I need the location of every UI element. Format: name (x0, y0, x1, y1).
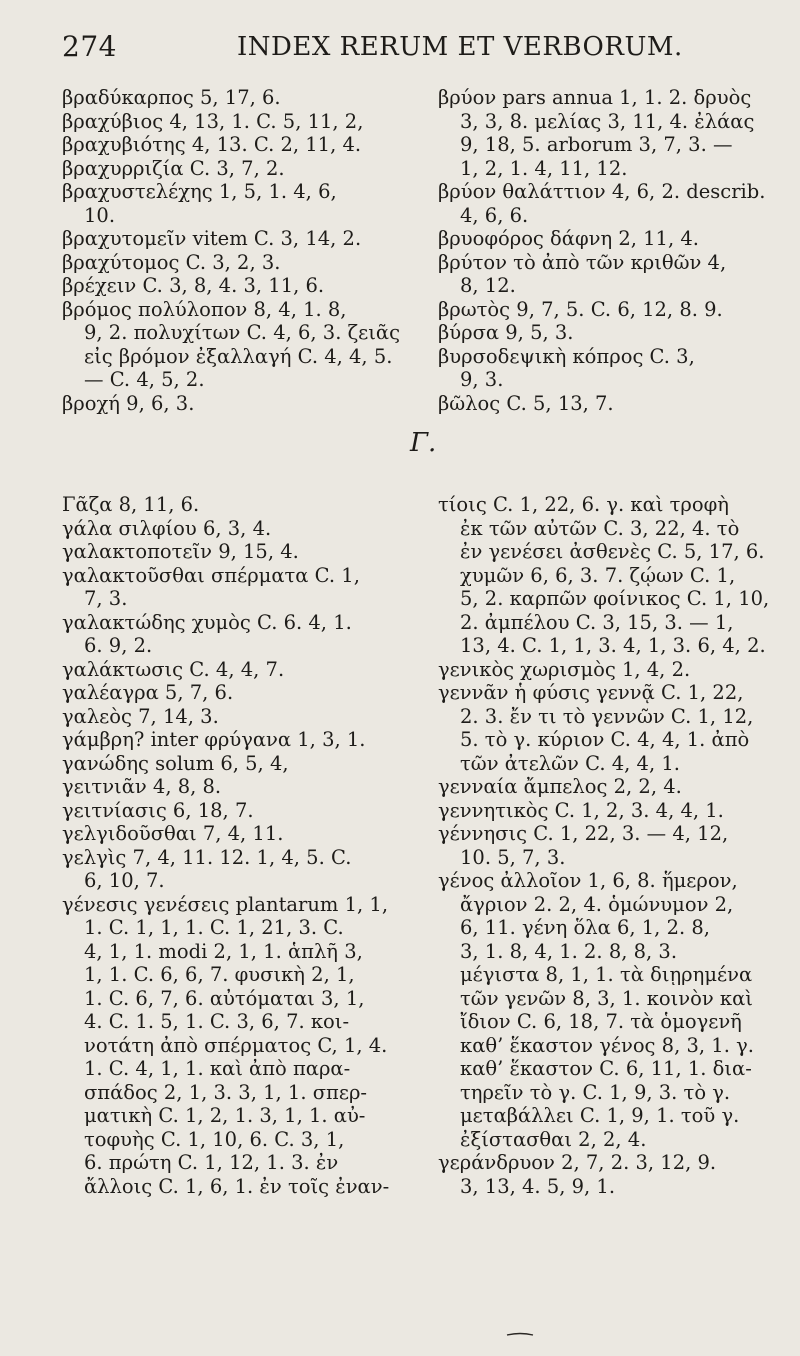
index-line: 13, 4. C. 1, 1, 3. 4, 1, 3. 6, 4, 2. (460, 634, 766, 657)
index-line: 6. 9, 2. (84, 634, 153, 657)
index-line: 3, 13, 4. 5, 9, 1. (460, 1174, 616, 1198)
index-line: τῶν γενῶν 8, 3, 1. κοινὸν καὶ (460, 986, 753, 1010)
index-line: 8, 12. (460, 274, 516, 297)
index-line: 1. C. 4, 1, 1. καὶ ἀπὸ παρα- (84, 1057, 351, 1080)
index-line: γαλεὸς 7, 14, 3. (62, 704, 219, 728)
index-line: γενικὸς χωρισμὸς 1, 4, 2. (438, 657, 691, 681)
index-line: γειτνίασις 6, 18, 7. (62, 798, 254, 822)
index-line: γεράνδρυον 2, 7, 2. 3, 12, 9. (438, 1151, 717, 1174)
index-line: ἐκ τῶν αὐτῶν C. 3, 22, 4. τὸ (460, 516, 740, 540)
index-line: γεννᾶν ἡ φύσις γεννᾷ C. 1, 22, (438, 681, 744, 704)
index-line: βύρσα 9, 5, 3. (438, 321, 574, 344)
index-line: βρόμος πολύλοπον 8, 4, 1. 8, (62, 297, 347, 321)
index-line: βῶλος C. 5, 13, 7. (438, 391, 614, 415)
index-line: 7, 3. (84, 587, 128, 610)
index-line: γεννητικὸς C. 1, 2, 3. 4, 4, 1. (438, 798, 724, 822)
index-column-beta-right (438, 86, 765, 415)
index-line: βραχυρριζία C. 3, 7, 2. (62, 156, 285, 180)
index-line: 1. C. 1, 1, 1. C. 1, 21, 3. C. (84, 916, 344, 939)
index-line: ἴδιον C. 6, 18, 7. τὰ ὁμογενῆ (460, 1010, 742, 1033)
index-line: γενναία ἄμπελος 2, 2, 4. (438, 775, 682, 798)
index-line: ἐξίστασθαι 2, 2, 4. (460, 1127, 647, 1151)
index-line: γειτνιᾶν 4, 8, 8. (62, 775, 222, 798)
index-line: βραχυστελέχης 1, 5, 1. 4, 6, (62, 180, 337, 203)
index-column-beta-left (62, 86, 400, 415)
index-line: βραχυβιότης 4, 13. C. 2, 11, 4. (62, 133, 362, 156)
index-line: γελγὶς 7, 4, 11. 12. 1, 4, 5. C. (62, 845, 352, 869)
index-line: νοτάτη ἀπὸ σπέρματος C, 1, 4. (84, 1033, 388, 1057)
index-line: χυμῶν 6, 6, 3. 7. ζῴων C. 1, (460, 563, 736, 587)
index-line: βρύον θαλάττιον 4, 6, 2. describ. (438, 180, 766, 203)
index-line: γαλέαγρα 5, 7, 6. (62, 681, 234, 704)
index-line: τοφυὴς C. 1, 10, 6. C. 3, 1, (84, 1127, 345, 1151)
index-line: γάλα σιλφίου 6, 3, 4. (62, 516, 272, 540)
index-line: μέγιστα 8, 1, 1. τὰ διῃρημένα (460, 963, 753, 986)
index-line: 3, 1. 8, 4, 1. 2. 8, 8, 3. (460, 939, 678, 963)
tailpiece-ornament (505, 1332, 535, 1338)
page-number: 274 (62, 30, 117, 63)
index-line: γανώδης solum 6, 5, 4, (62, 751, 289, 775)
index-line: — C. 4, 5, 2. (84, 368, 205, 391)
index-line: Γᾶζα 8, 11, 6. (62, 493, 200, 516)
index-line: βρύτον τὸ ἀπὸ τῶν κριθῶν 4, (438, 250, 727, 274)
index-line: γάμβρη? inter φρύγανα 1, 3, 1. (62, 728, 366, 751)
index-line: 1, 2, 1. 4, 11, 12. (460, 156, 628, 180)
index-line: βραχύβιος 4, 13, 1. C. 5, 11, 2, (62, 109, 364, 133)
index-line: 6, 10, 7. (84, 869, 165, 892)
index-line: γαλακτώδης χυμὸς C. 6. 4, 1. (62, 610, 352, 634)
section-letter-gamma: Γ. (410, 428, 437, 458)
index-line: τῶν ἀτελῶν C. 4, 4, 1. (460, 751, 680, 775)
index-line: γαλακτοποτεῖν 9, 15, 4. (62, 540, 299, 563)
index-line: ἄλλοις C. 1, 6, 1. ἐν τοῖς ἐναν- (84, 1174, 390, 1198)
index-line: καθ’ ἕκαστον C. 6, 11, 1. δια- (460, 1057, 752, 1080)
index-line: 2. 3. ἔν τι τὸ γεννῶν C. 1, 12, (460, 704, 754, 728)
index-line: βρέχειν C. 3, 8, 4. 3, 11, 6. (62, 274, 325, 297)
index-line: εἰς βρόμον ἐξαλλαγή C. 4, 4, 5. (84, 344, 393, 368)
index-line: γέννησις C. 1, 22, 3. — 4, 12, (438, 822, 729, 845)
index-line: 4, 1, 1. modi 2, 1, 1. ἁπλῆ 3, (84, 939, 363, 963)
index-line: γελγιδοῦσθαι 7, 4, 11. (62, 822, 284, 845)
index-line: σπάδος 2, 1, 3. 3, 1, 1. σπερ- (84, 1080, 367, 1104)
index-line: τίοις C. 1, 22, 6. γ. καὶ τροφὴ (438, 493, 729, 516)
index-line: 4. C. 1. 5, 1. C. 3, 6, 7. κοι- (84, 1010, 350, 1033)
index-line: μεταβάλλει C. 1, 9, 1. τοῦ γ. (460, 1104, 740, 1127)
index-column-gamma-left (62, 493, 389, 1198)
index-line: 1, 1. C. 6, 6, 7. φυσικὴ 2, 1, (84, 963, 355, 986)
index-line: 4, 6, 6. (460, 203, 529, 227)
index-line: 6. πρώτη C. 1, 12, 1. 3. ἐν (84, 1151, 339, 1174)
index-line: καθ’ ἕκαστον γένος 8, 3, 1. γ. (460, 1033, 754, 1057)
index-line: βροχή 9, 6, 3. (62, 391, 195, 415)
index-line: ἐν γενέσει ἀσθενὲς C. 5, 17, 6. (460, 540, 765, 563)
index-line: βρυοφόρος δάφνη 2, 11, 4. (438, 227, 699, 250)
index-line: βραχύτομος C. 3, 2, 3. (62, 250, 281, 274)
index-line: 6, 11. γένη ὅλα 6, 1, 2. 8, (460, 916, 710, 939)
index-line: 10. (84, 203, 116, 227)
index-line: τηρεῖν τὸ γ. C. 1, 9, 3. τὸ γ. (460, 1080, 731, 1104)
index-line: γένεσις γενέσεις plantarum 1, 1, (62, 892, 389, 916)
index-line: γένος ἀλλοῖον 1, 6, 8. ἥμερον, (438, 869, 738, 892)
index-line: 5, 2. καρπῶν φοίνικος C. 1, 10, (460, 587, 770, 610)
index-line: ματικὴ C. 1, 2, 1. 3, 1, 1. αὐ- (84, 1104, 366, 1127)
index-line: βυρσοδεψικὴ κόπρος C. 3, (438, 344, 695, 368)
page-header (62, 30, 762, 70)
index-line: ἄγριον 2. 2, 4. ὁμώνυμον 2, (460, 892, 734, 916)
index-line: γαλάκτωσις C. 4, 4, 7. (62, 657, 285, 681)
index-line: βρύον pars annua 1, 1. 2. δρυὸς (438, 86, 752, 109)
index-line: γαλακτοῦσθαι σπέρματα C. 1, (62, 563, 360, 587)
index-line: 5. τὸ γ. κύριον C. 4, 4, 1. ἀπὸ (460, 728, 750, 751)
running-title: INDEX RERUM ET VERBORUM. (237, 32, 683, 62)
index-line: βρωτὸς 9, 7, 5. C. 6, 12, 8. 9. (438, 297, 723, 321)
index-line: 10. 5, 7, 3. (460, 845, 566, 869)
index-column-gamma-right (438, 493, 769, 1198)
index-line: 1. C. 6, 7, 6. αὐτόμαται 3, 1, (84, 986, 365, 1010)
index-line: 9, 18, 5. arborum 3, 7, 3. — (460, 133, 733, 156)
index-line: 9, 2. πολυχίτων C. 4, 6, 3. ζειᾶς (84, 321, 401, 344)
index-line: 2. ἀμπέλου C. 3, 15, 3. — 1, (460, 610, 734, 634)
index-line: 9, 3. (460, 368, 504, 391)
index-line: 3, 3, 8. μελίας 3, 11, 4. ἐλάας (460, 109, 755, 133)
index-line: βραδύκαρπος 5, 17, 6. (62, 86, 281, 109)
index-line: βραχυτομεῖν vitem C. 3, 14, 2. (62, 227, 362, 250)
